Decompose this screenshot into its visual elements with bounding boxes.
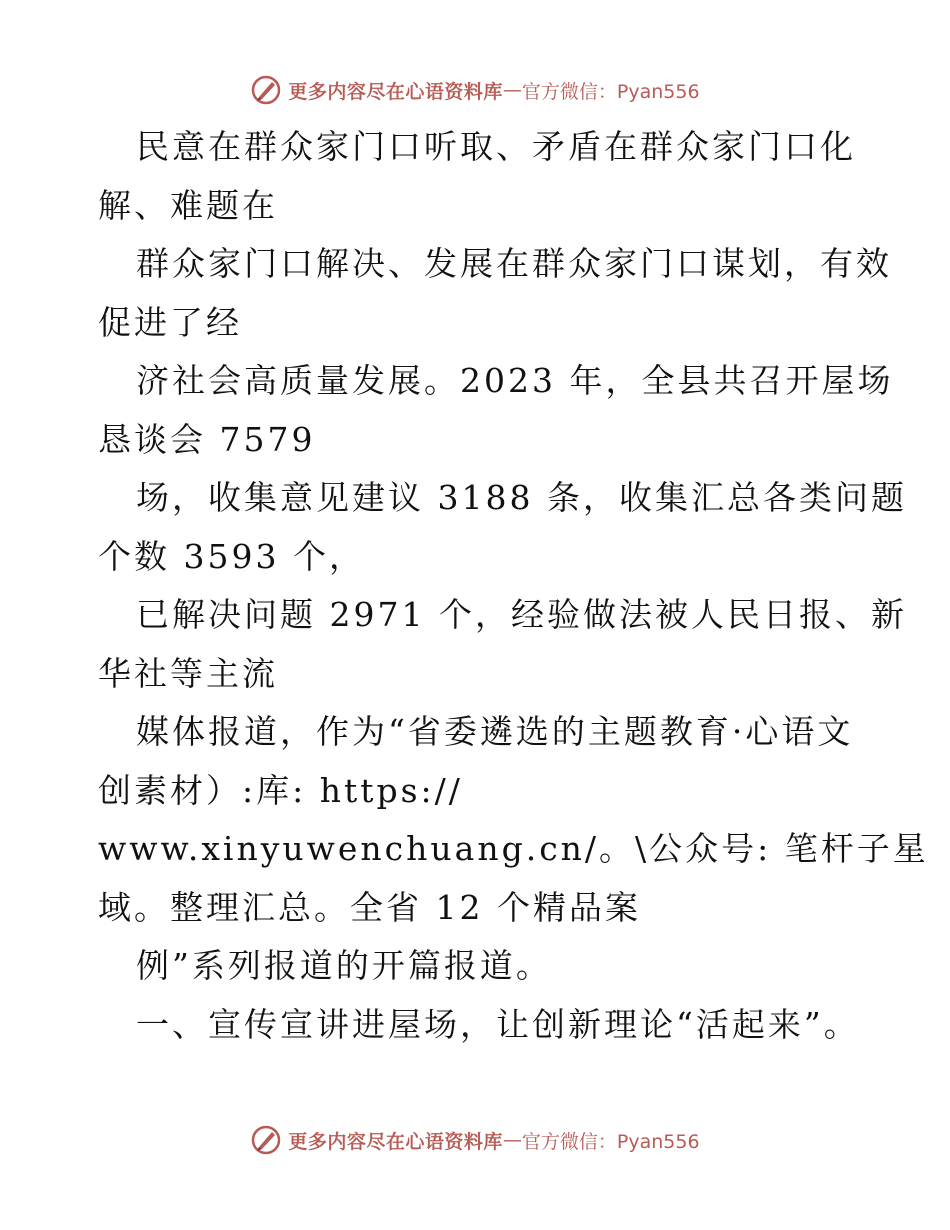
- body-line: 恳谈会 7579: [98, 419, 316, 459]
- body-line: 已解决问题 2971 个，经验做法被人民日报、新: [136, 595, 907, 634]
- body-line: 媒体报道，作为“省委遴选的主题教育·心语文: [136, 712, 854, 751]
- header-banner-text: 更多内容尽在心语资料库: [288, 80, 503, 103]
- body-line: 域。整理汇总。全省 12 个精品案: [98, 887, 641, 927]
- section-heading: 一、宣传宣讲进屋场，让创新理论“活起来”。: [136, 1004, 860, 1044]
- footer-banner-text: 更多内容尽在心语资料库: [288, 1130, 503, 1153]
- body-line: 解、难题在: [98, 185, 278, 225]
- header-banner-wechat: 官方微信：Pyan556: [521, 80, 700, 103]
- footer-watermark-banner: [0, 1120, 950, 1160]
- document-body: [98, 118, 929, 1054]
- body-line: 群众家门口解决、发展在群众家门口谋划，有效: [136, 244, 892, 283]
- quill-pen-icon: [250, 74, 282, 106]
- header-watermark-banner: [0, 70, 950, 110]
- body-line: 场，收集意见建议 3188 条，收集汇总各类问题: [136, 478, 907, 517]
- body-line: 例”系列报道的开篇报道。: [136, 946, 552, 985]
- header-banner-dash: —: [502, 79, 522, 101]
- footer-banner-dash: —: [502, 1129, 522, 1151]
- body-line: 创素材）:库: https://: [98, 770, 463, 810]
- body-line: 华社等主流: [98, 653, 278, 693]
- body-line: 民意在群众家门口听取、矛盾在群众家门口化: [136, 127, 856, 166]
- body-line: 促进了经: [98, 302, 242, 342]
- body-line: www.xinyuwenchuang.cn/。\公众号: 笔杆子星: [98, 829, 929, 868]
- footer-banner-wechat: 官方微信：Pyan556: [521, 1130, 700, 1153]
- body-line: 个数 3593 个，: [98, 536, 365, 576]
- body-line: 济社会高质量发展。2023 年，全县共召开屋场: [136, 361, 894, 400]
- quill-pen-icon: [250, 1124, 282, 1156]
